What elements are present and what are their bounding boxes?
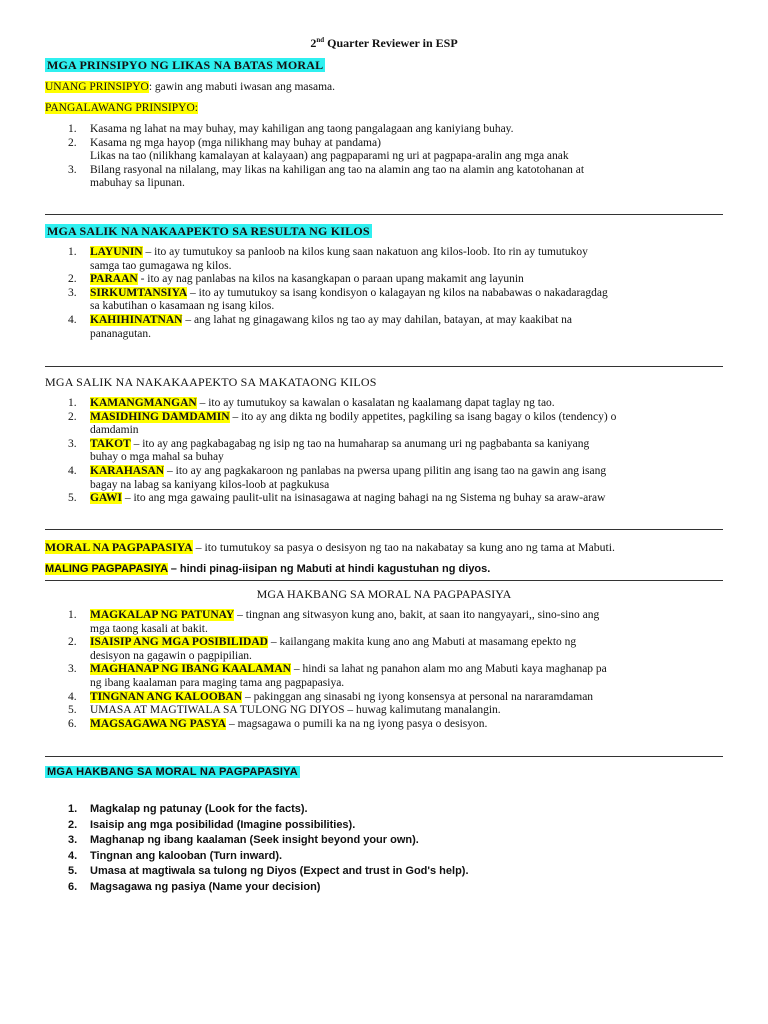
term-highlight: MORAL NA PAGPAPASIYA: [45, 540, 193, 554]
divider: [45, 366, 723, 367]
list-item-text: Magkalap ng patunay (Look for the facts).: [90, 803, 308, 815]
term-highlight: KAMANGMANGAN: [90, 397, 197, 409]
list-item-text: Kasama ng lahat na may buhay, may kahiligan ang taong pangalagaan ang kaniyiang buhay.: [90, 123, 514, 135]
list-item: [45, 718, 735, 732]
list-item: [45, 636, 735, 663]
list-item: [45, 137, 735, 164]
list-item-text: Umasa at magtiwala sa tulong ng Diyos (Expect and trust in God's help).: [90, 865, 469, 877]
list-item: [45, 246, 735, 273]
unang-prinsipyo-line: [45, 80, 335, 94]
page-title: [0, 36, 768, 51]
list-item-text: – ang lahat ng ginagawang kilos ng tao ay may dahilan, batayan, at may kaakibat na: [182, 313, 573, 326]
list-item-continuation: pananagutan.: [90, 327, 151, 340]
list-item: [45, 802, 735, 818]
pangalawang-prinsipyo-label: PANGALAWANG PRINSIPYO:: [45, 102, 198, 114]
list-item-text: Tingnan ang kalooban (Turn inward).: [90, 849, 283, 862]
term-highlight: MAGHANAP NG IBANG KAALAMAN: [90, 663, 291, 676]
list-number: 1.: [68, 246, 77, 258]
section-heading-hakbang-english: [45, 766, 300, 778]
list-item-text: – tingnan ang sitwasyon kung ano, bakit, at saan ito nangyayari,, sino-sino ang: [234, 609, 600, 621]
list-item: [45, 397, 745, 411]
resulta-list: [45, 246, 735, 341]
list-number: 2.: [68, 818, 78, 831]
term-highlight: MASIDHING DAMDAMIN: [90, 410, 230, 423]
hakbang-english-list: [45, 802, 735, 895]
term-highlight: GAWI: [90, 492, 122, 505]
list-item-text: – ito ay tumutukoy sa isang kondisyon o kalagayan ng kilos na nababawas o nakadaragdag: [187, 286, 608, 299]
heading-text: MGA SALIK NA NAKAKAAPEKTO SA MAKATAONG KILOS: [45, 375, 377, 389]
list-number: 4.: [68, 464, 77, 477]
list-number: 6.: [68, 880, 78, 893]
list-number: 2.: [68, 636, 77, 649]
list-item-text: – ito ay tumutukoy sa kawalan o kasalatan ng kaalamang dapat taglay ng tao.: [196, 397, 555, 409]
list-item: [45, 287, 735, 314]
list-item: [45, 438, 745, 465]
list-item: [45, 465, 745, 492]
list-item: [45, 314, 735, 341]
list-number: 1.: [68, 123, 77, 135]
divider: [45, 756, 723, 757]
list-number: 4.: [68, 690, 77, 703]
heading-text: MGA HAKBANG SA MORAL NA PAGPAPASIYA: [256, 587, 512, 601]
unang-prinsipyo-text: : gawin ang mabuti iwasan ang masama.: [148, 81, 336, 93]
list-item-text: – ito ay ang pagkakaroon ng panlabas na pwersa upang pilitin ang isang tao na gawin ang isang: [164, 464, 607, 477]
list-item: [45, 273, 735, 287]
term-highlight: MAGKALAP NG PATUNAY: [90, 609, 235, 621]
list-number: 3.: [68, 163, 77, 176]
title-ordinal: 2: [310, 36, 317, 50]
list-number: 5.: [68, 704, 77, 717]
list-number: 3.: [68, 663, 77, 676]
list-number: 6.: [68, 717, 77, 730]
list-number: 3.: [68, 834, 78, 846]
maling-pagpapasiya-text: – hindi pinag-iisipan ng Mabuti at hindi kagustuhan ng diyos.: [167, 563, 491, 575]
list-item-text: - ito ay nag panlabas na kilos na kasangkapan o paraan upang makamit ang layunin: [137, 273, 524, 286]
term-highlight: MALING PAGPAPASIYA: [45, 563, 168, 575]
list-item: [45, 663, 735, 690]
list-item-text: – kailangang makita kung ano ang Mabuti at masamang epekto ng: [267, 636, 577, 649]
term-highlight: TAKOT: [90, 437, 131, 450]
section-heading-resulta: [45, 224, 372, 239]
list-item-continuation: mabuhay sa lipunan.: [90, 177, 185, 190]
list-item-continuation: Likas na tao (nilikhang kamalayan at kalayaan) ang pagpaparami ng uri at pagpapa-aralin ang mga anak: [90, 150, 569, 163]
list-item-text: – magsagawa o pumili ka na ng iyong pasya o desisyon.: [226, 717, 488, 730]
list-number: 5.: [68, 492, 77, 505]
list-item: [45, 691, 735, 705]
term-highlight: KAHIHINATNAN: [90, 313, 183, 326]
divider: [45, 580, 723, 581]
list-item-continuation: mga taong kasali at bakit.: [90, 622, 208, 635]
list-item-text: – hindi sa lahat ng panahon alam mo ang Mabuti kaya maghanap pa: [290, 663, 607, 676]
list-number: 1.: [68, 803, 78, 815]
moral-pagpapasiya-text: – ito tumutukoy sa pasya o desisyon ng tao na nakabatay sa kung ano ng tama at Mabuti.: [192, 540, 615, 554]
list-number: 1.: [68, 397, 77, 409]
term-highlight: MAGSAGAWA NG PASYA: [90, 717, 227, 730]
heading-highlight: MGA SALIK NA NAKAAPEKTO SA RESULTA NG KILOS: [47, 224, 370, 238]
list-number: 3.: [68, 286, 77, 299]
list-number: 2.: [68, 273, 77, 286]
list-item-text: – pakinggan ang sinasabi ng iyong konsensya at personal na nararamdaman: [242, 690, 594, 703]
moral-pagpapasiya-line: [45, 540, 615, 554]
hakbang-list: [45, 609, 735, 731]
term-highlight: ISAISIP ANG MGA POSIBILIDAD: [90, 636, 268, 649]
list-item-text: Maghanap ng ibang kaalaman (Seek insight beyond your own).: [90, 834, 419, 846]
list-item-continuation: sa kabutihan o kasamaan ng isang kilos.: [90, 300, 275, 313]
list-number: 5.: [68, 865, 78, 877]
divider: [45, 529, 723, 530]
list-item-text: Bilang rasyonal na nilalang, may likas na kahiligan ang tao na alamin ang tao na alamin ang katotohanan at: [90, 163, 585, 176]
list-item-continuation: samga tao gumagawa ng kilos.: [90, 259, 232, 272]
term-highlight: TINGNAN ANG KALOOBAN: [90, 690, 243, 703]
list-item-continuation: desisyon na gagawin o pagpipilian.: [90, 649, 252, 662]
list-item-continuation: bagay na labag sa kaniyang kilos-loob at pagkukusa: [90, 478, 330, 491]
list-number: 4.: [68, 313, 77, 326]
list-item-continuation: buhay o mga mahal sa buhay: [90, 451, 224, 464]
list-item: [45, 164, 735, 191]
unang-prinsipyo-label: UNANG PRINSIPYO: [45, 81, 149, 93]
title-text: Quarter Reviewer in ESP: [327, 36, 458, 50]
section-heading-prinsipyo: [45, 58, 325, 73]
prinsipyo-list: [45, 123, 735, 191]
heading-highlight: MGA PRINSIPYO NG LIKAS NA BATAS MORAL: [47, 58, 324, 72]
list-item: [45, 123, 735, 137]
list-item-text: Isaisip ang mga posibilidad (Imagine possibilities).: [90, 818, 356, 831]
list-item: [45, 833, 735, 849]
list-item-text: UMASA AT MAGTIWALA SA TULONG NG DIYOS – huwag kalimutang manalangin.: [90, 704, 501, 717]
term-highlight: KARAHASAN: [90, 464, 165, 477]
list-item: [45, 704, 735, 718]
list-number: 2.: [68, 136, 77, 149]
list-item-continuation: damdamin: [90, 424, 139, 437]
list-number: 2.: [68, 410, 77, 423]
term-highlight: SIRKUMTANSIYA: [90, 286, 188, 299]
makataong-kilos-list: [45, 397, 745, 506]
list-item: [45, 849, 735, 865]
pangalawang-prinsipyo-line: [45, 101, 198, 115]
section-heading-hakbang: [0, 587, 768, 602]
list-number: 4.: [68, 849, 78, 862]
divider: [45, 214, 723, 215]
section-heading-makataong-kilos: [45, 375, 377, 390]
list-item-text: – ito ay ang dikta ng bodily appetites, pagkiling sa isang bagay o kilos (tendency) o: [229, 410, 617, 423]
list-item-continuation: ng ibang kaalaman para maging tama ang pagpapasiya.: [90, 676, 345, 689]
list-item: [45, 818, 735, 834]
list-number: 3.: [68, 437, 77, 450]
heading-highlight: MGA HAKBANG SA MORAL NA PAGPAPASIYA: [47, 766, 298, 778]
list-item: [45, 492, 745, 506]
list-number: 1.: [68, 609, 77, 621]
list-item: [45, 880, 735, 896]
list-item-text: Kasama ng mga hayop (mga nilikhang may buhay at pandama): [90, 136, 381, 149]
list-item-text: – ito ang mga gawaing paulit-ulit na isinasagawa at naging bahagi na ng Sistema ng buhay sa araw-araw: [121, 492, 606, 505]
term-highlight: LAYUNIN: [90, 246, 143, 258]
list-item: [45, 864, 735, 880]
list-item-text: – ito ay ang pagkabagabag ng isip ng tao na humaharap sa anumang uri ng pagbabanta sa kaniyang: [130, 437, 590, 450]
maling-pagpapasiya-line: [45, 562, 490, 576]
list-item-text: Magsagawa ng pasiya (Name your decision): [90, 880, 321, 893]
list-item: [45, 411, 745, 438]
term-highlight: PARAAN: [90, 273, 138, 286]
list-item: [45, 609, 735, 636]
list-item-text: – ito ay tumutukoy sa panloob na kilos kung saan nakatuon ang kilos-loob. Ito rin ay tumutukoy: [142, 246, 588, 258]
title-superscript: nd: [316, 36, 325, 44]
